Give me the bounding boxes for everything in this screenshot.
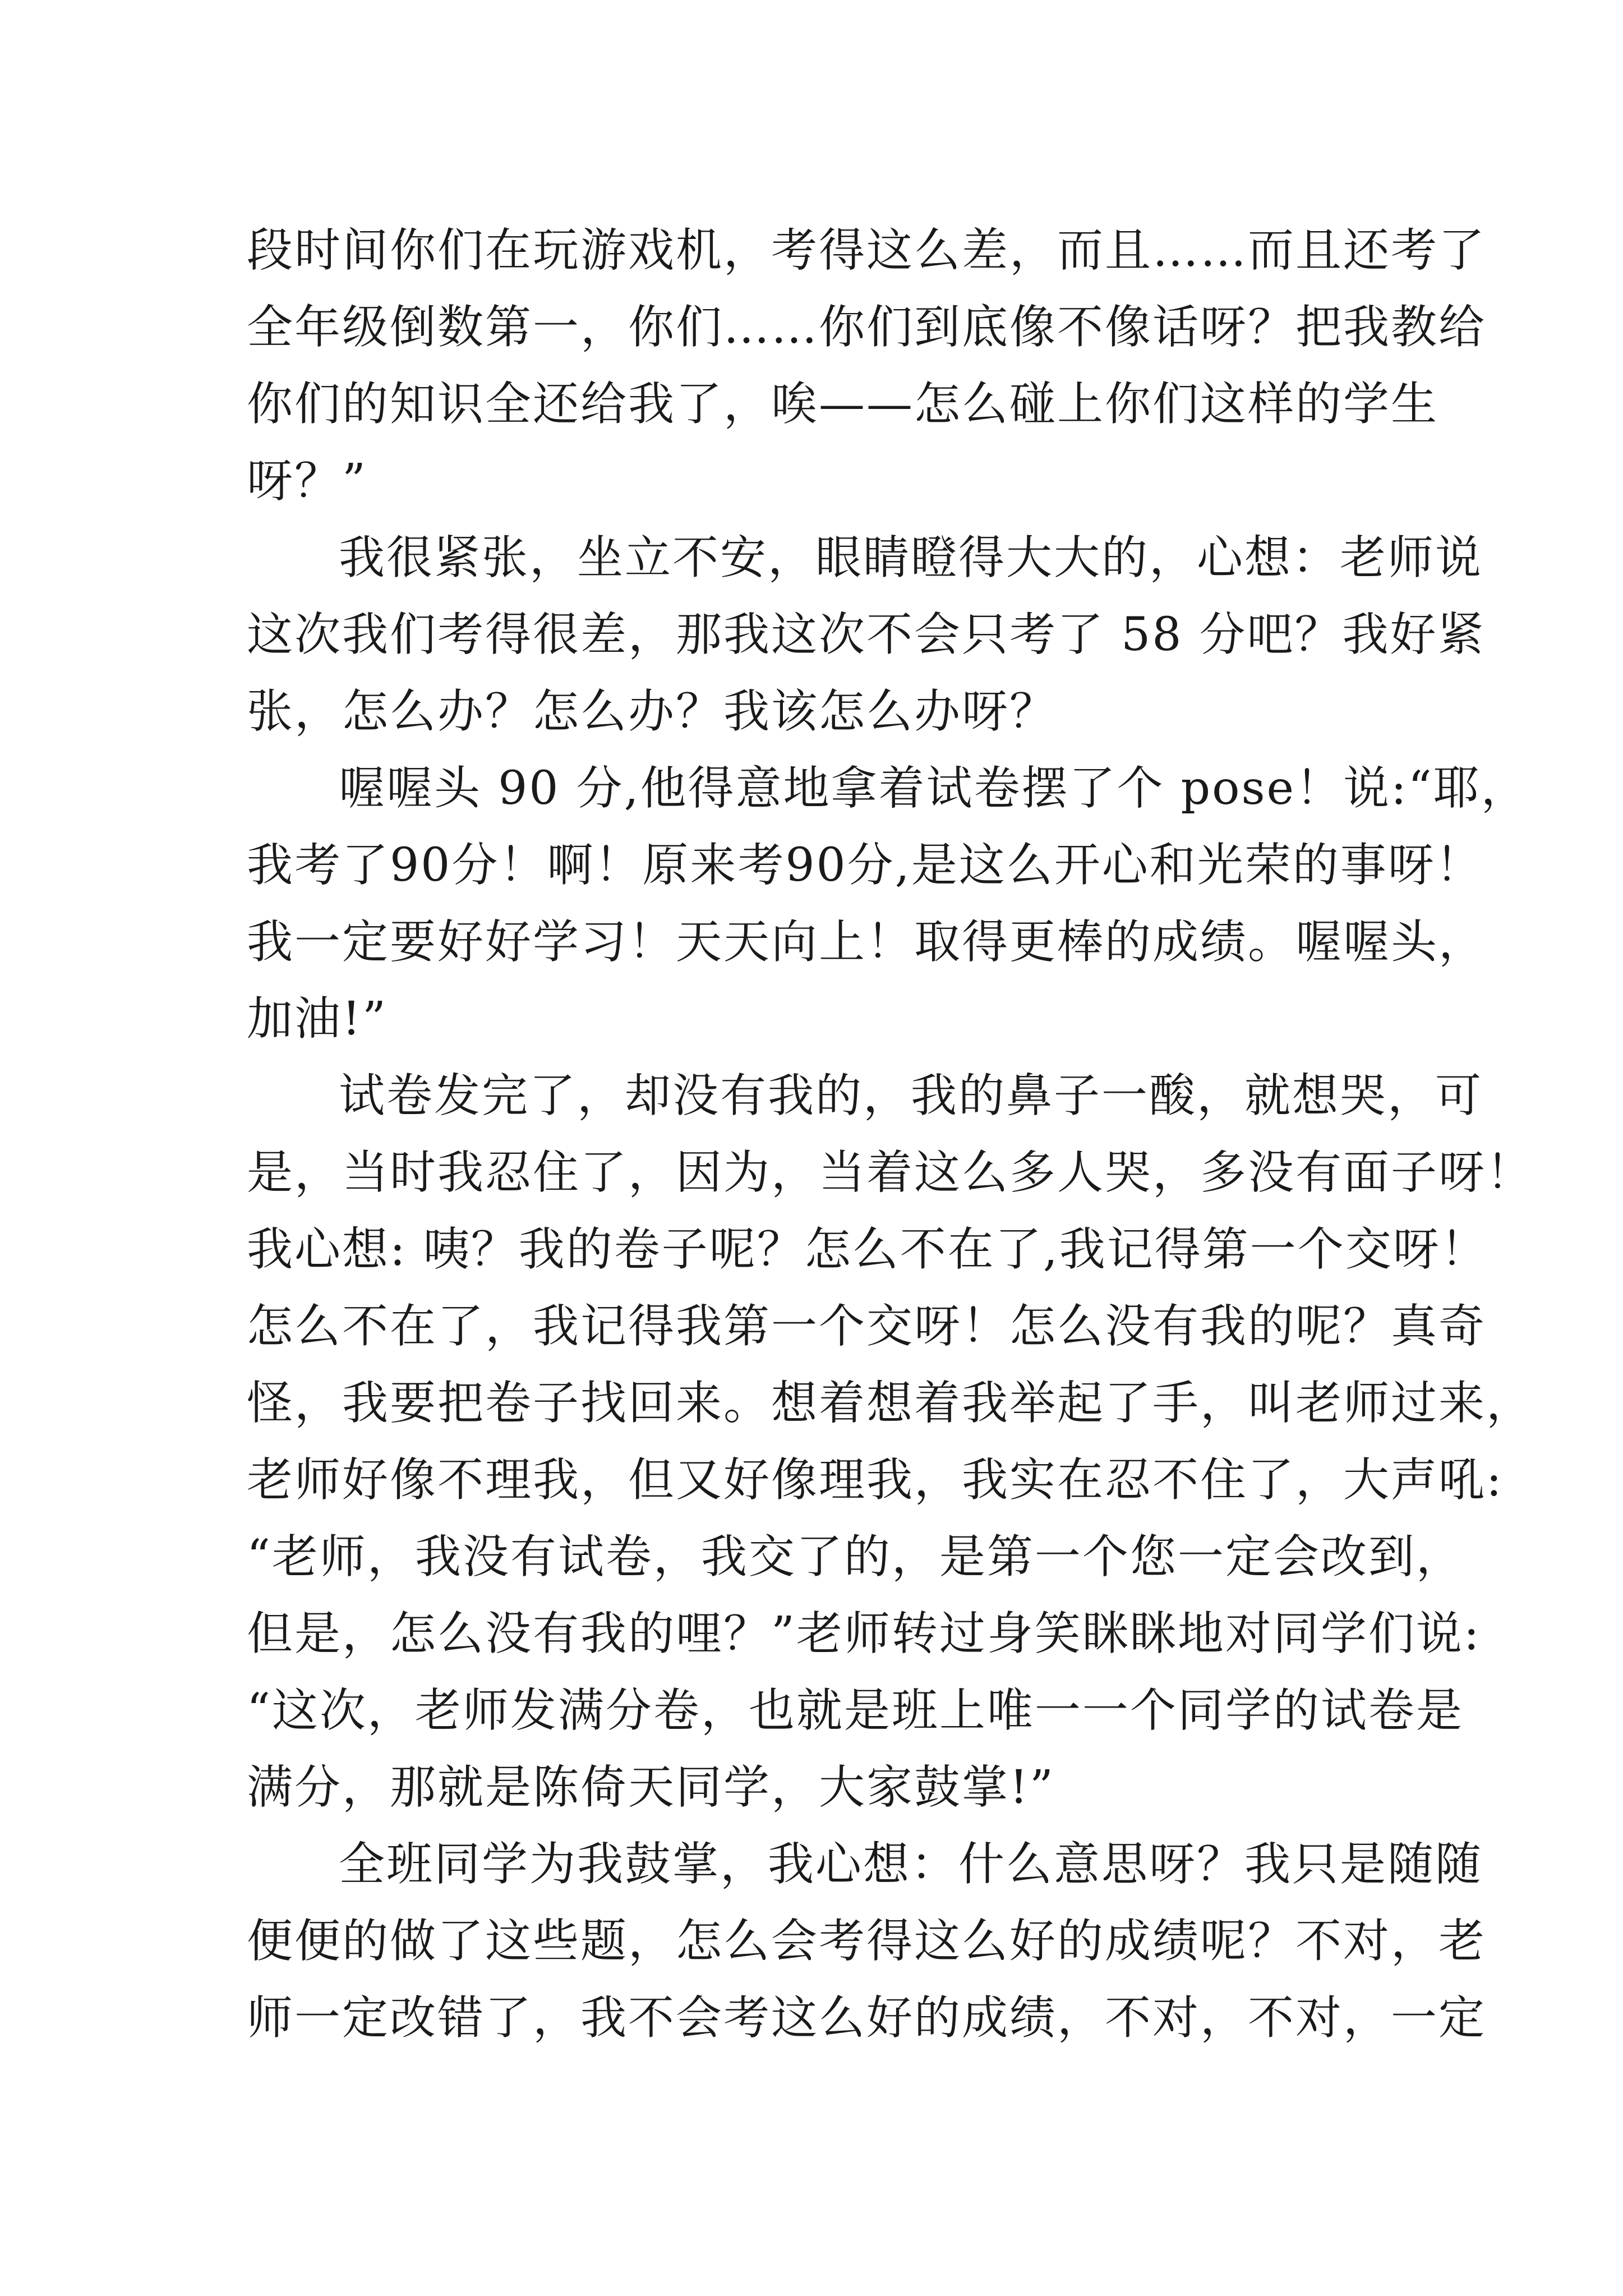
text-line: “老师，我没有试卷，我交了的，是第一个您一定会改到， bbox=[247, 1530, 1464, 1584]
text-line: 我考了90分！啊！原来考90分,是这么开心和光荣的事呀！ bbox=[247, 839, 1483, 892]
paragraph-first-line: 我很紧张，坐立不安，眼睛瞪得大大的，心想：老师说 bbox=[339, 531, 1483, 585]
text-line: 满分，那就是陈倚天同学，大家鼓掌!” bbox=[247, 1761, 1055, 1814]
paragraph-first-line: 喔喔头 90 分,他得意地拿着试卷摆了个 pose！说:“耶， bbox=[339, 762, 1529, 815]
text-line: 师一定改错了，我不会考这么好的成绩，不对，不对，一定 bbox=[247, 1991, 1487, 2045]
text-line: 这次我们考得很差，那我这次不会只考了 58 分吧？我好紧 bbox=[247, 608, 1486, 661]
paragraph-first-line: 试卷发完了，却没有我的，我的鼻子一酸，就想哭，可 bbox=[339, 1069, 1483, 1122]
text-line: 加油!” bbox=[247, 992, 388, 1046]
text-line: 是，当时我忍住了，因为，当着这么多人哭，多没有面子呀！ bbox=[247, 1146, 1534, 1199]
text-line: 我心想: 咦？我的卷子呢？怎么不在了,我记得第一个交呀！ bbox=[247, 1223, 1488, 1276]
text-line: 老师好像不理我，但又好像理我，我实在忍不住了，大声吼: bbox=[247, 1453, 1504, 1507]
text-line: 我一定要好好学习！天天向上！取得更棒的成绩。喔喔头， bbox=[247, 915, 1487, 969]
text-line: 你们的知识全还给我了，唉——怎么碰上你们这样的学生 bbox=[247, 378, 1439, 431]
text-line: 张，怎么办？怎么办？我该怎么办呀？ bbox=[247, 685, 1058, 738]
text-line: 便便的做了这些题，怎么会考得这么好的成绩呢？不对，老 bbox=[247, 1915, 1487, 1968]
text-line: 全年级倒数第一，你们……你们到底像不像话呀？把我教给 bbox=[247, 301, 1487, 354]
body-text bbox=[247, 212, 1534, 2056]
text-line: 但是，怎么没有我的哩？”老师转过身笑眯眯地对同学们说: bbox=[247, 1607, 1481, 1660]
text-line: 段时间你们在玩游戏机，考得这么差，而且……而且还考了 bbox=[247, 224, 1487, 277]
text-line: 怪，我要把卷子找回来。想着想着我举起了手，叫老师过来， bbox=[247, 1377, 1534, 1430]
text-line: 呀？” bbox=[247, 454, 367, 508]
text-line: 怎么不在了，我记得我第一个交呀！怎么没有我的呢？真奇 bbox=[247, 1300, 1487, 1353]
text-line: “这次，老师发满分卷，也就是班上唯一一个同学的试卷是 bbox=[247, 1684, 1464, 1737]
paragraph-first-line: 全班同学为我鼓掌，我心想：什么意思呀？我只是随随 bbox=[339, 1838, 1483, 1891]
